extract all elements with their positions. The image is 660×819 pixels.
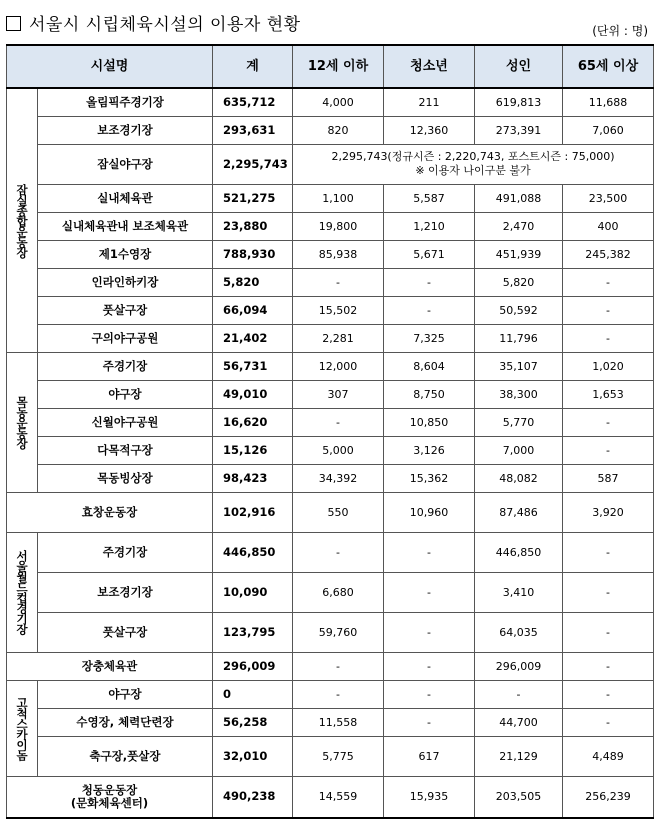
table-row (7, 736, 654, 776)
total-cell: 56,258 (213, 708, 293, 736)
over65-cell: 11,688 (563, 88, 654, 116)
table-row (7, 532, 654, 572)
total-cell: 635,712 (213, 88, 293, 116)
facility-name: 주경기장 (38, 352, 213, 380)
table-row (7, 652, 654, 680)
note-line-1: 2,295,743(정규시즌 : 2,220,743, 포스트시즌 : 75,000) (331, 150, 615, 163)
facility-name: 풋살구장 (38, 296, 213, 324)
header-facility: 시설명 (7, 45, 213, 88)
youth-cell: 15,362 (384, 464, 475, 492)
over65-cell: - (563, 324, 654, 352)
header-total: 계 (213, 45, 293, 88)
over65-cell: 23,500 (563, 184, 654, 212)
youth-cell: - (384, 532, 475, 572)
facility-name-line-2: (문화체육센터) (70, 795, 149, 810)
table-row (7, 680, 654, 708)
unit-label: (단위 : 명) (592, 24, 648, 38)
total-cell: 49,010 (213, 380, 293, 408)
checkbox-square-icon (6, 16, 21, 31)
total-cell: 5,820 (213, 268, 293, 296)
youth-cell: 10,850 (384, 408, 475, 436)
under12-cell: 59,760 (293, 612, 384, 652)
total-cell: 2,295,743 (213, 144, 293, 184)
facility-name: 풋살구장 (38, 612, 213, 652)
table-row (7, 296, 654, 324)
under12-cell: 4,000 (293, 88, 384, 116)
total-cell: 98,423 (213, 464, 293, 492)
facility-name: 장충체육관 (7, 652, 213, 680)
youth-cell: 5,587 (384, 184, 475, 212)
table-row (7, 116, 654, 144)
header-adult: 성인 (475, 45, 563, 88)
facility-name: 신월야구공원 (38, 408, 213, 436)
under12-cell: 85,938 (293, 240, 384, 268)
venue-worldcup: 서울월드컵경기장 (7, 532, 38, 652)
over65-cell: 1,653 (563, 380, 654, 408)
header-youth: 청소년 (384, 45, 475, 88)
adult-cell: 3,410 (475, 572, 563, 612)
facility-name: 잠실야구장 (38, 144, 213, 184)
adult-cell: 48,082 (475, 464, 563, 492)
table-row (7, 464, 654, 492)
total-cell: 490,238 (213, 776, 293, 818)
over65-cell: - (563, 612, 654, 652)
table-row (7, 436, 654, 464)
total-cell: 296,009 (213, 652, 293, 680)
page-title (6, 10, 301, 35)
over65-cell: 400 (563, 212, 654, 240)
under12-cell: 14,559 (293, 776, 384, 818)
youth-cell: 7,325 (384, 324, 475, 352)
adult-cell: 38,300 (475, 380, 563, 408)
youth-cell: 12,360 (384, 116, 475, 144)
adult-cell: 2,470 (475, 212, 563, 240)
table-row (7, 88, 654, 116)
page-title-text: 서울시 시립체육시설의 이용자 현황 (29, 15, 301, 35)
over65-cell: - (563, 436, 654, 464)
adult-cell: 5,820 (475, 268, 563, 296)
adult-cell: 21,129 (475, 736, 563, 776)
youth-cell: 1,210 (384, 212, 475, 240)
facility-name: 구의야구공원 (38, 324, 213, 352)
over65-cell: 7,060 (563, 116, 654, 144)
facility-name: 목동빙상장 (38, 464, 213, 492)
facility-name: 인라인하키장 (38, 268, 213, 296)
under12-cell: 11,558 (293, 708, 384, 736)
youth-cell: 211 (384, 88, 475, 116)
adult-cell: 451,939 (475, 240, 563, 268)
adult-cell: 64,035 (475, 612, 563, 652)
over65-cell: 1,020 (563, 352, 654, 380)
table-row (7, 776, 654, 818)
adult-cell: 203,505 (475, 776, 563, 818)
adult-cell: 5,770 (475, 408, 563, 436)
under12-cell: 19,800 (293, 212, 384, 240)
facility-name: 야구장 (38, 680, 213, 708)
table-row (7, 708, 654, 736)
table-row (7, 612, 654, 652)
facility-name-line-1: 청동운동장 (81, 782, 138, 797)
adult-cell: 11,796 (475, 324, 563, 352)
under12-cell: - (293, 680, 384, 708)
over65-cell: 245,382 (563, 240, 654, 268)
under12-cell: 15,502 (293, 296, 384, 324)
total-cell: 521,275 (213, 184, 293, 212)
total-cell: 66,094 (213, 296, 293, 324)
venue-mokdong: 목동운동장 (7, 352, 38, 492)
youth-cell: - (384, 296, 475, 324)
table-row (7, 184, 654, 212)
under12-cell: 307 (293, 380, 384, 408)
under12-cell: 820 (293, 116, 384, 144)
total-cell: 16,620 (213, 408, 293, 436)
over65-cell: - (563, 572, 654, 612)
youth-cell: 5,671 (384, 240, 475, 268)
under12-cell: 2,281 (293, 324, 384, 352)
total-cell: 0 (213, 680, 293, 708)
youth-cell: - (384, 708, 475, 736)
over65-cell: - (563, 408, 654, 436)
adult-cell: - (475, 680, 563, 708)
youth-cell: 10,960 (384, 492, 475, 532)
over65-cell: 256,239 (563, 776, 654, 818)
facility-name: 실내체육관내 보조체육관 (38, 212, 213, 240)
table-row (7, 380, 654, 408)
adult-cell: 296,009 (475, 652, 563, 680)
youth-cell: - (384, 652, 475, 680)
total-cell: 123,795 (213, 612, 293, 652)
table-row (7, 352, 654, 380)
facility-name: 다목적구장 (38, 436, 213, 464)
youth-cell: - (384, 612, 475, 652)
table-row (7, 268, 654, 296)
note-cell (293, 144, 654, 184)
adult-cell: 87,486 (475, 492, 563, 532)
under12-cell: 550 (293, 492, 384, 532)
youth-cell: - (384, 680, 475, 708)
over65-cell: - (563, 680, 654, 708)
adult-cell: 446,850 (475, 532, 563, 572)
over65-cell: 3,920 (563, 492, 654, 532)
facility-name: 제1수영장 (38, 240, 213, 268)
youth-cell: - (384, 268, 475, 296)
note-line-2: ※ 이용자 나이구분 불가 (415, 164, 531, 177)
over65-cell: - (563, 708, 654, 736)
adult-cell: 619,813 (475, 88, 563, 116)
total-cell: 21,402 (213, 324, 293, 352)
venue-gocheok: 고척스카이돔 (7, 680, 38, 776)
total-cell: 15,126 (213, 436, 293, 464)
under12-cell: 34,392 (293, 464, 384, 492)
table-row (7, 240, 654, 268)
facility-usage-table (6, 44, 654, 819)
adult-cell: 491,088 (475, 184, 563, 212)
under12-cell: - (293, 268, 384, 296)
under12-cell: 5,000 (293, 436, 384, 464)
total-cell: 10,090 (213, 572, 293, 612)
total-cell: 293,631 (213, 116, 293, 144)
header-over65: 65세 이상 (563, 45, 654, 88)
youth-cell: 8,604 (384, 352, 475, 380)
facility-name: 수영장, 체력단련장 (38, 708, 213, 736)
adult-cell: 273,391 (475, 116, 563, 144)
under12-cell: - (293, 532, 384, 572)
under12-cell: 1,100 (293, 184, 384, 212)
adult-cell: 35,107 (475, 352, 563, 380)
under12-cell: - (293, 652, 384, 680)
under12-cell: - (293, 408, 384, 436)
total-cell: 102,916 (213, 492, 293, 532)
facility-name (7, 776, 213, 818)
total-cell: 446,850 (213, 532, 293, 572)
total-cell: 56,731 (213, 352, 293, 380)
under12-cell: 12,000 (293, 352, 384, 380)
over65-cell: - (563, 652, 654, 680)
over65-cell: - (563, 268, 654, 296)
facility-name: 올림픽주경기장 (38, 88, 213, 116)
facility-name: 효창운동장 (7, 492, 213, 532)
total-cell: 32,010 (213, 736, 293, 776)
facility-name: 실내체육관 (38, 184, 213, 212)
header-under12: 12세 이하 (293, 45, 384, 88)
venue-jamsil: 잠실종합운동장 (7, 88, 38, 352)
adult-cell: 50,592 (475, 296, 563, 324)
over65-cell: - (563, 532, 654, 572)
facility-name: 야구장 (38, 380, 213, 408)
facility-name: 축구장,풋살장 (38, 736, 213, 776)
facility-name: 보조경기장 (38, 572, 213, 612)
table-row (7, 324, 654, 352)
total-cell: 23,880 (213, 212, 293, 240)
over65-cell: 587 (563, 464, 654, 492)
table-header-row (7, 45, 654, 88)
title-bar (0, 0, 660, 44)
facility-name: 보조경기장 (38, 116, 213, 144)
over65-cell: - (563, 296, 654, 324)
youth-cell: 617 (384, 736, 475, 776)
facility-name: 주경기장 (38, 532, 213, 572)
adult-cell: 7,000 (475, 436, 563, 464)
table-row (7, 572, 654, 612)
table-row (7, 144, 654, 184)
under12-cell: 6,680 (293, 572, 384, 612)
table-row (7, 492, 654, 532)
table-row (7, 212, 654, 240)
table-row (7, 408, 654, 436)
under12-cell: 5,775 (293, 736, 384, 776)
youth-cell: - (384, 572, 475, 612)
youth-cell: 3,126 (384, 436, 475, 464)
over65-cell: 4,489 (563, 736, 654, 776)
youth-cell: 8,750 (384, 380, 475, 408)
adult-cell: 44,700 (475, 708, 563, 736)
youth-cell: 15,935 (384, 776, 475, 818)
total-cell: 788,930 (213, 240, 293, 268)
